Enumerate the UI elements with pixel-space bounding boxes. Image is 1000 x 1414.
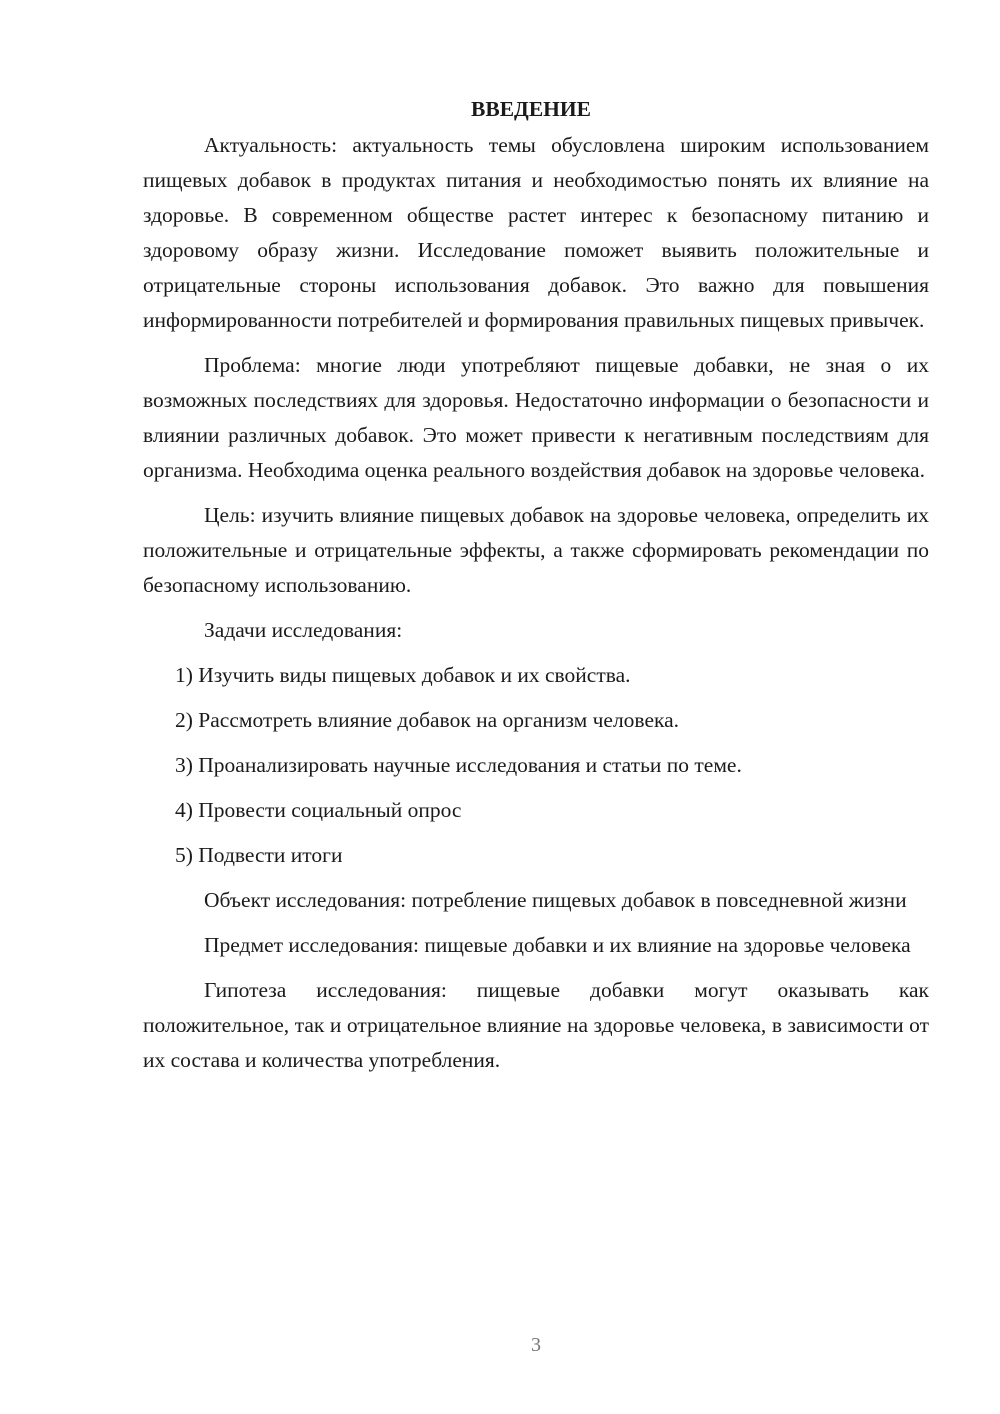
list-item: 1) Изучить виды пищевых добавок и их свойства. <box>175 663 631 687</box>
list-item: 4) Провести социальный опрос <box>175 798 462 822</box>
tasks-list <box>143 658 929 873</box>
section-title: ВВЕДЕНИЕ <box>471 97 591 121</box>
paragraph-goal: Цель: изучить влияние пищевых добавок на здоровье человека, определить их положительные и отрицательные эффекты, а также сформировать рекомендации по безопасному использованию. <box>143 503 929 597</box>
paragraph-subject: Предмет исследования: пищевые добавки и их влияние на здоровье человека <box>204 933 911 957</box>
paragraph-relevance: Актуальность: актуальность темы обусловлена широким использованием пищевых добавок в продуктах питания и необходимостью понять их влияние на здоровье. В современном обществе растет интерес к безопасному питанию и здоровому образу жизни. Исследование поможет выявить положительные и отрицательные стороны использования добавок. Это важно для повышения информированности потребителей и формирования правильных пищевых привычек. <box>143 133 929 332</box>
list-item: 3) Проанализировать научные исследования и статьи по теме. <box>175 753 742 777</box>
list-item: 2) Рассмотреть влияние добавок на организм человека. <box>175 708 680 732</box>
page-content <box>143 92 929 1088</box>
page-number: 3 <box>531 1334 541 1356</box>
list-item: 5) Подвести итоги <box>175 843 343 867</box>
tasks-heading: Задачи исследования: <box>204 618 403 642</box>
paragraph-problem: Проблема: многие люди употребляют пищевые добавки, не зная о их возможных последствиях для здоровья. Недостаточно информации о безопасности и влиянии различных добавок. Это может привести к негативным последствиям для организма. Необходима оценка реального воздействия добавок на здоровье человека. <box>143 353 929 482</box>
paragraph-object: Объект исследования: потребление пищевых добавок в повседневной жизни <box>204 888 907 912</box>
paragraph-hypothesis: Гипотеза исследования: пищевые добавки могут оказывать как положительное, так и отрицательное влияние на здоровье человека, в зависимости от их состава и количества употребления. <box>143 978 929 1072</box>
